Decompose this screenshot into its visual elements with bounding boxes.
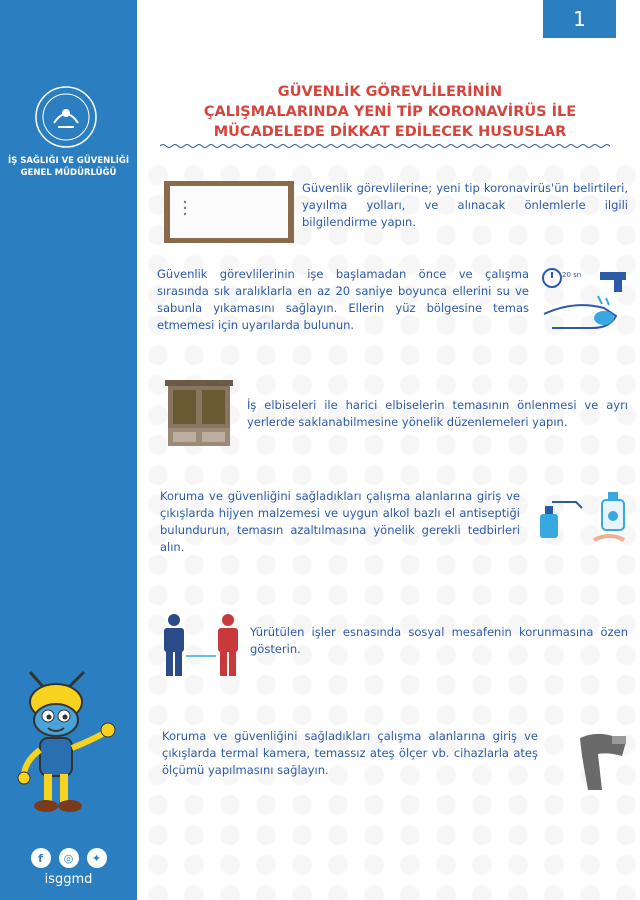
page-title	[150, 82, 630, 142]
org-line-2: GENEL MÜDÜRLÜĞÜ	[20, 168, 117, 178]
social-handle: isggmd	[44, 872, 93, 887]
social-distance-icon	[160, 612, 244, 678]
facebook-icon[interactable]: f	[31, 848, 51, 868]
mascot-robot-icon	[8, 668, 126, 818]
organization-name	[0, 155, 137, 179]
page-number-badge: 1	[543, 0, 616, 38]
sidebar	[0, 0, 137, 900]
whiteboard-icon	[163, 180, 295, 244]
title-line-3: MÜCADELEDE DİKKAT EDİLECEK HUSUSLAR	[213, 124, 567, 140]
handwashing-icon	[538, 266, 633, 336]
timer-label: 20 sn	[562, 271, 582, 279]
title-line-1: GÜVENLİK GÖREVLİLERİNİN	[277, 84, 503, 100]
org-line-1: İŞ SAĞLIĞI VE GÜVENLİĞİ	[7, 156, 130, 166]
twitter-icon[interactable]: ✦	[87, 848, 107, 868]
thermometer-gun-icon	[576, 728, 630, 794]
title-line-2: ÇALIŞMALARINDA YENİ TİP KORONAVİRÜS İLE	[203, 104, 577, 120]
sanitizer-icon	[536, 488, 630, 550]
item-1-text: Güvenlik görevlilerine; yeni tip koronavirüs'ün belirtileri, yayılma yolları, ve alınacak önlemlerle ilgili bilgilendirme yapın.	[302, 181, 628, 229]
item-2-text: Güvenlik görevlilerinin işe başlamadan önce ve çalışma sırasında sık aralıklarla en az 20 saniye boyunca ellerini su ve sabunla yıkamasını sağlayın. Ellerin yüz bölgesine temas etmemesi için uyarılarda bulunun.	[157, 267, 529, 332]
item-5-text: Yürütülen işler esnasında sosyal mesafenin korunmasına özen gösterin.	[250, 625, 628, 656]
wavy-divider	[160, 143, 610, 149]
item-4-text: Koruma ve güvenliğini sağladıkları çalışma alanlarına giriş ve çıkışlarda hijyen malzemesi ve uygun alkol bazlı el antiseptiği bulundurun, temasın azaltılmasına yönelik gerekli tedbirleri alın.	[160, 489, 520, 554]
wardrobe-icon	[163, 378, 235, 450]
ministry-logo-icon	[34, 85, 98, 149]
item-6-text: Koruma ve güvenliğini sağladıkları çalışma alanlarına giriş ve çıkışlarda termal kamera, temassız ateş ölçer vb. cihazlarla ateş ölçümü yapılmasını sağlayın.	[162, 729, 538, 777]
instagram-icon[interactable]: ◎	[59, 848, 79, 868]
social-links	[0, 848, 137, 868]
handwashing-graphic	[538, 266, 633, 336]
item-3-text: İş elbiseleri ile harici elbiselerin temasının önlenmesi ve ayrı yerlerde saklanabilmesine yönelik düzenlemeleri yapın.	[247, 398, 628, 429]
